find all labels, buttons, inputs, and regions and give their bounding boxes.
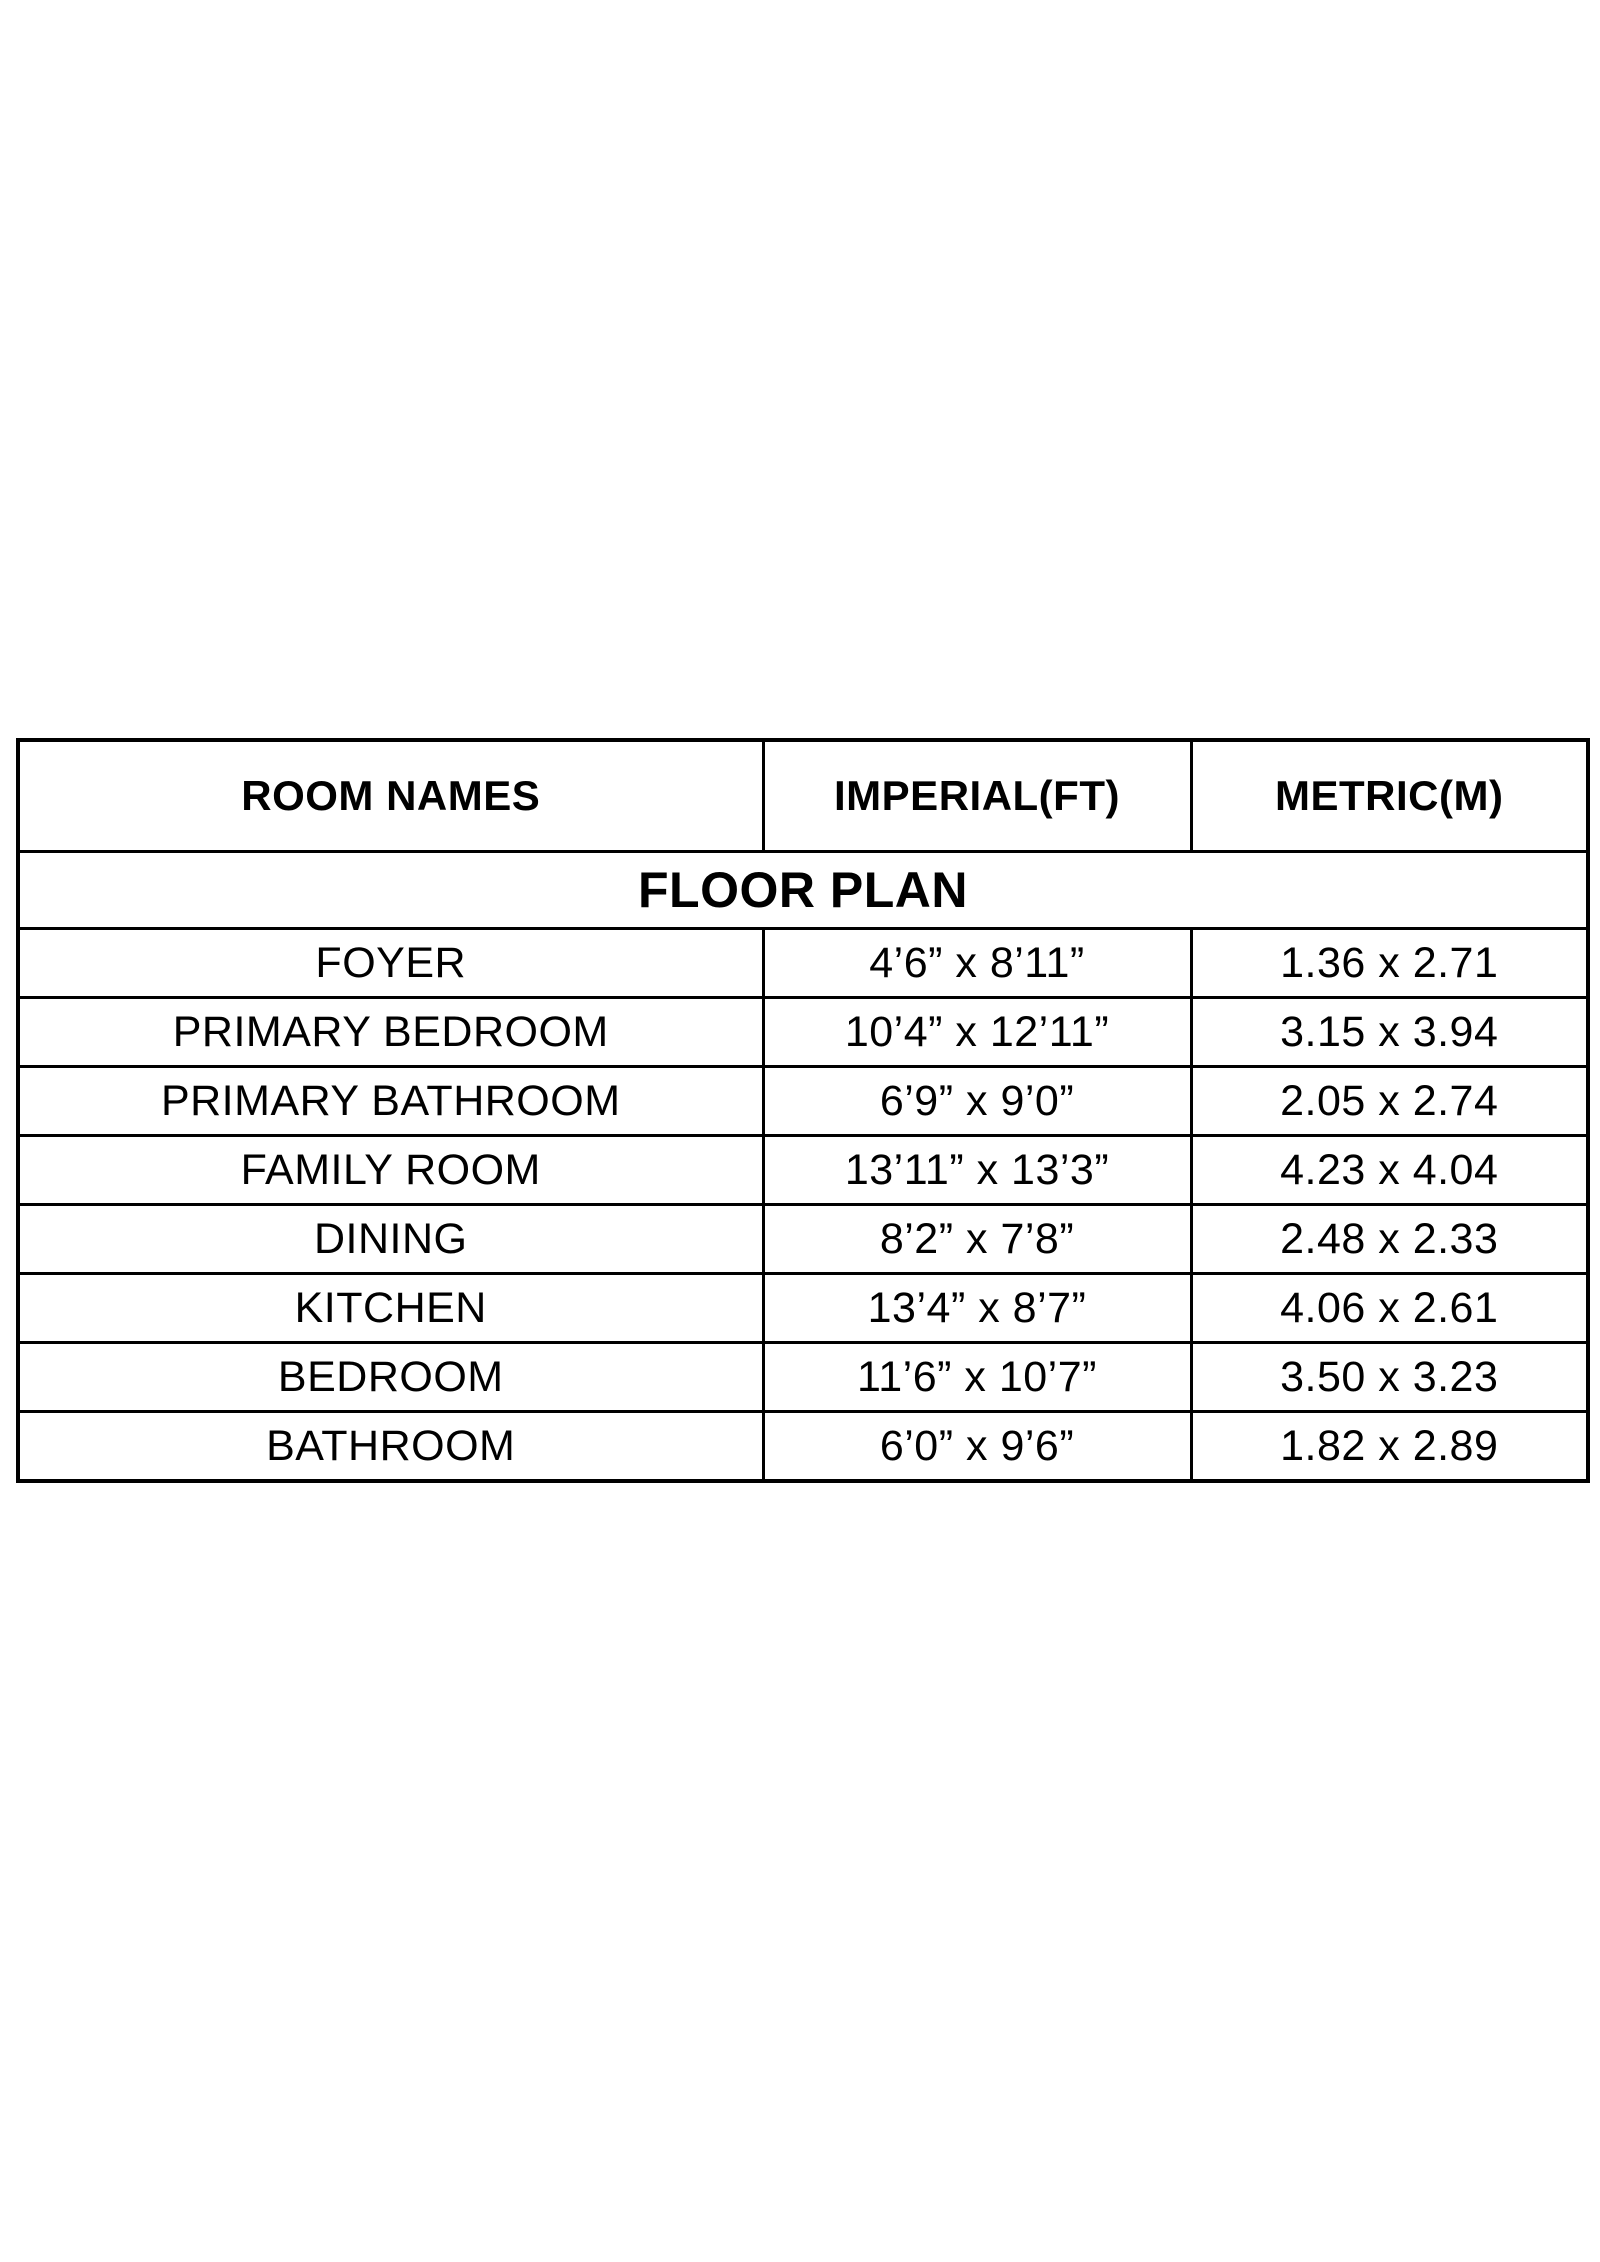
table-row <box>18 1412 1588 1482</box>
room-name-cell: FAMILY ROOM <box>18 1136 763 1205</box>
table-header-row <box>18 740 1588 852</box>
imperial-cell: 13’4” x 8’7” <box>763 1274 1191 1343</box>
imperial-cell: 6’0” x 9’6” <box>763 1412 1191 1482</box>
imperial-cell: 13’11” x 13’3” <box>763 1136 1191 1205</box>
room-dimensions-table <box>16 738 1590 1483</box>
metric-cell: 2.05 x 2.74 <box>1191 1067 1588 1136</box>
metric-cell: 4.06 x 2.61 <box>1191 1274 1588 1343</box>
imperial-cell: 6’9” x 9’0” <box>763 1067 1191 1136</box>
table-row <box>18 998 1588 1067</box>
header-metric: METRIC(M) <box>1191 740 1588 852</box>
table-row <box>18 1067 1588 1136</box>
metric-cell: 2.48 x 2.33 <box>1191 1205 1588 1274</box>
imperial-cell: 10’4” x 12’11” <box>763 998 1191 1067</box>
imperial-cell: 11’6” x 10’7” <box>763 1343 1191 1412</box>
section-row <box>18 852 1588 929</box>
table-row <box>18 1136 1588 1205</box>
table-row <box>18 1343 1588 1412</box>
metric-cell: 3.50 x 3.23 <box>1191 1343 1588 1412</box>
imperial-cell: 4’6” x 8’11” <box>763 929 1191 998</box>
table-row <box>18 1274 1588 1343</box>
room-name-cell: PRIMARY BEDROOM <box>18 998 763 1067</box>
metric-cell: 1.36 x 2.71 <box>1191 929 1588 998</box>
header-room-names: ROOM NAMES <box>18 740 763 852</box>
metric-cell: 3.15 x 3.94 <box>1191 998 1588 1067</box>
room-name-cell: BEDROOM <box>18 1343 763 1412</box>
section-title: FLOOR PLAN <box>18 852 1588 929</box>
metric-cell: 4.23 x 4.04 <box>1191 1136 1588 1205</box>
imperial-cell: 8’2” x 7’8” <box>763 1205 1191 1274</box>
header-imperial: IMPERIAL(FT) <box>763 740 1191 852</box>
table-row <box>18 929 1588 998</box>
metric-cell: 1.82 x 2.89 <box>1191 1412 1588 1482</box>
room-name-cell: KITCHEN <box>18 1274 763 1343</box>
room-name-cell: DINING <box>18 1205 763 1274</box>
room-name-cell: PRIMARY BATHROOM <box>18 1067 763 1136</box>
room-name-cell: BATHROOM <box>18 1412 763 1482</box>
table-row <box>18 1205 1588 1274</box>
room-name-cell: FOYER <box>18 929 763 998</box>
